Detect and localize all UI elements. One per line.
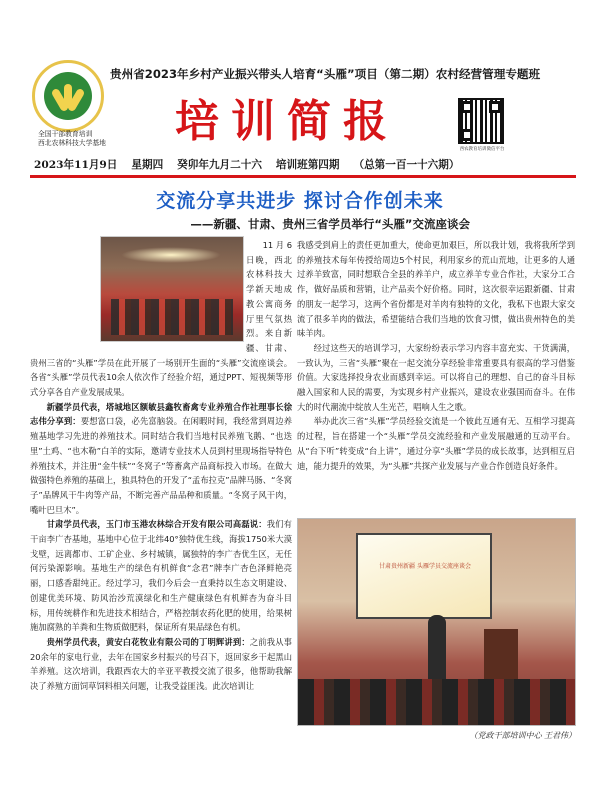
qr-code [458, 98, 504, 144]
paragraph-text: 11月6日晚，西北农林科技大学新天地成教公寓商务厅里气氛热烈。来自新疆、甘肃、贵州三省的“头雁”学员在此开展了一场别开生面的“头雁”交流座谈会。各省“头雁”学员代表10余人依次作了经验介绍，通过PPT、短视频等形式分享各自产业发展成果。 [30, 240, 292, 398]
paragraph-text: 要想富口袋，必先富脑袋。在闲暇时间，我经常到周边养殖基地学习先进的养殖技术。同时结合我们当地村民养殖飞鹅、“也迭里”土鸡、“也木勒”白羊的实际，邀请专业技术人员到村里现场指导特色养殖技术，并注册“金牛犊”“冬窝子”等畜禽产品商标投入市场。在做大做强特色养殖的基础上，独具特色的开发了“孟布拉克”品牌马肠、“冬窝子”品牌风干牛肉等产品，不断完善产品品种和质量。“冬窝子风干肉，嘴叶巴旦木”。 [30, 416, 292, 515]
header-divider [30, 175, 576, 178]
org-line-2: 西北农林科技大学基地 [38, 139, 106, 147]
program-title: 贵州省2023年乡村产业振兴带头人培育“头雁”项目（第二期）农村经营管理专题班 [110, 67, 541, 81]
issue-date: 2023年11月9日 [34, 159, 118, 171]
institution-logo [32, 60, 104, 132]
org-name [38, 130, 108, 148]
paragraph-text: 举办此次三省“头雁”学员经验交流是一个彼此互通有无、互相学习提高的过程，旨在搭建一个“头雁”学员交流经验和产业发展融通的互动平台。从“台下听”转变成“台上讲”，通过分享“头雁”学员的成长故事，达到相互启迪，能力提升的效果，为“头雁”共探产业发展与产业合作创造良好条件。 [297, 416, 575, 471]
article-paragraph [30, 517, 292, 635]
title-char: 报 [343, 96, 387, 147]
title-char: 训 [231, 96, 275, 147]
paragraph-text: 我感受到肩上的责任更加重大，使命更加艰巨，所以我计划，我将我所学到的养殖技术每年传授给周边5个村民，利用家乡的荒山荒地，让更多的人通过养羊致富，同时想联合全县的养羊户，成立养羊专业合作社，大家分工合作，做好品质和营销，让产品卖个好价格。同时，这次很幸运跟新疆、甘肃的朋友一起学习，这两个省份都是对羊肉有独特的文化，我私下也跟大家交流了很多羊肉的做法，希望能结合我们当地的饮食习惯，做出贵州特色的美味羊肉。 [297, 240, 575, 339]
issue-weekday: 星期四 [131, 159, 164, 171]
issue-number: 培训班第四期 [275, 159, 340, 171]
article-paragraph [30, 400, 292, 518]
article-subheadline: ——新疆、甘肃、贵州三省学员举行“头雁”交流座谈会 [190, 217, 470, 231]
article-paragraph [297, 414, 575, 473]
article-paragraph [297, 238, 575, 341]
speaker-photo [297, 518, 576, 726]
article-paragraph [30, 635, 292, 694]
paragraph-text: 之前我从事20余年的家电行业，去年在国家乡村振兴的号召下，返回家乡干起黑山羊养殖。这次培训，我跟西农大的辛亚平教授交流了很多，他帮助我解决了养殖方面饲草饲料相关问题，让我受益匪浅。此次培训让 [30, 636, 292, 692]
paragraph-text: 经过这些天的培训学习，大家纷纷表示学习内容丰富充实、干货满满，一致认为，三省“头雁”聚在一起交流分享经验非常重要具有很高的学习借鉴价值。大家选择投身农业而感到幸运。可以将自己的理想、自己的奋斗目标融入国家和人民的需要，为实现乡村产业振兴，建设农业强国而奋斗。在伟大的时代潮流中绽放人生光芒，唱响人生之歌。 [297, 342, 575, 412]
article-headline: 交流分享共进步 探讨合作创未来 [156, 190, 444, 212]
speaker-intro: 新疆学员代表，塔城地区额敏县鑫牧畜禽专业养殖合作社理事长徐志伟分享到： [30, 401, 292, 427]
article-right-column [297, 238, 575, 473]
title-char: 简 [287, 96, 331, 147]
paragraph-text: 我们有干亩李广杏基地，基地中心位于北纬40°独特优生线，海拔1750米大漠戈壁，远离都市、工矿企业、乡村城镇，属独特的李广杏优生区，无任何污染源影响。基地生产的绿色有机鲜食“念君”牌李广杏色泽鲜艳亮丽，口感香甜纯正。经过学习，我们今后会一直秉持以生态文明建设、创建优美环境、防风治沙荒漠绿化和生产健康绿色有机鲜杏为奋斗目标，用传统耕作和先进技术相结合，严格控制农药化肥的使用，给果树施加腐熟的羊粪和生物质做肥料，保证所有果品绿色有机。 [30, 519, 292, 633]
article-paragraph [297, 341, 575, 415]
article-left-column [30, 238, 292, 694]
photo-caption: （党政干部培训中心 王君伟） [469, 731, 576, 740]
speaker-intro: 甘肃学员代表，玉门市玉港农林综合开发有限公司高磊说： [46, 519, 267, 530]
issue-lunar-date: 癸卯年九月二十六 [177, 159, 262, 171]
org-line-1: 全国干部教育培训 [38, 130, 93, 138]
photo-float-spacer [30, 238, 246, 344]
newsletter-title [170, 97, 392, 147]
issue-total-number: （总第一百一十六期） [353, 159, 460, 171]
title-char: 培 [175, 96, 219, 147]
photo-screen-text: 甘肃贵州新疆 头雁学员交流座谈会 [379, 563, 471, 570]
speaker-intro: 贵州学员代表，黄安白花牧业有限公司的丁明辉讲到： [46, 636, 250, 647]
qr-caption: 西农教育培训微信平台 [459, 147, 505, 152]
dateline [34, 157, 574, 172]
